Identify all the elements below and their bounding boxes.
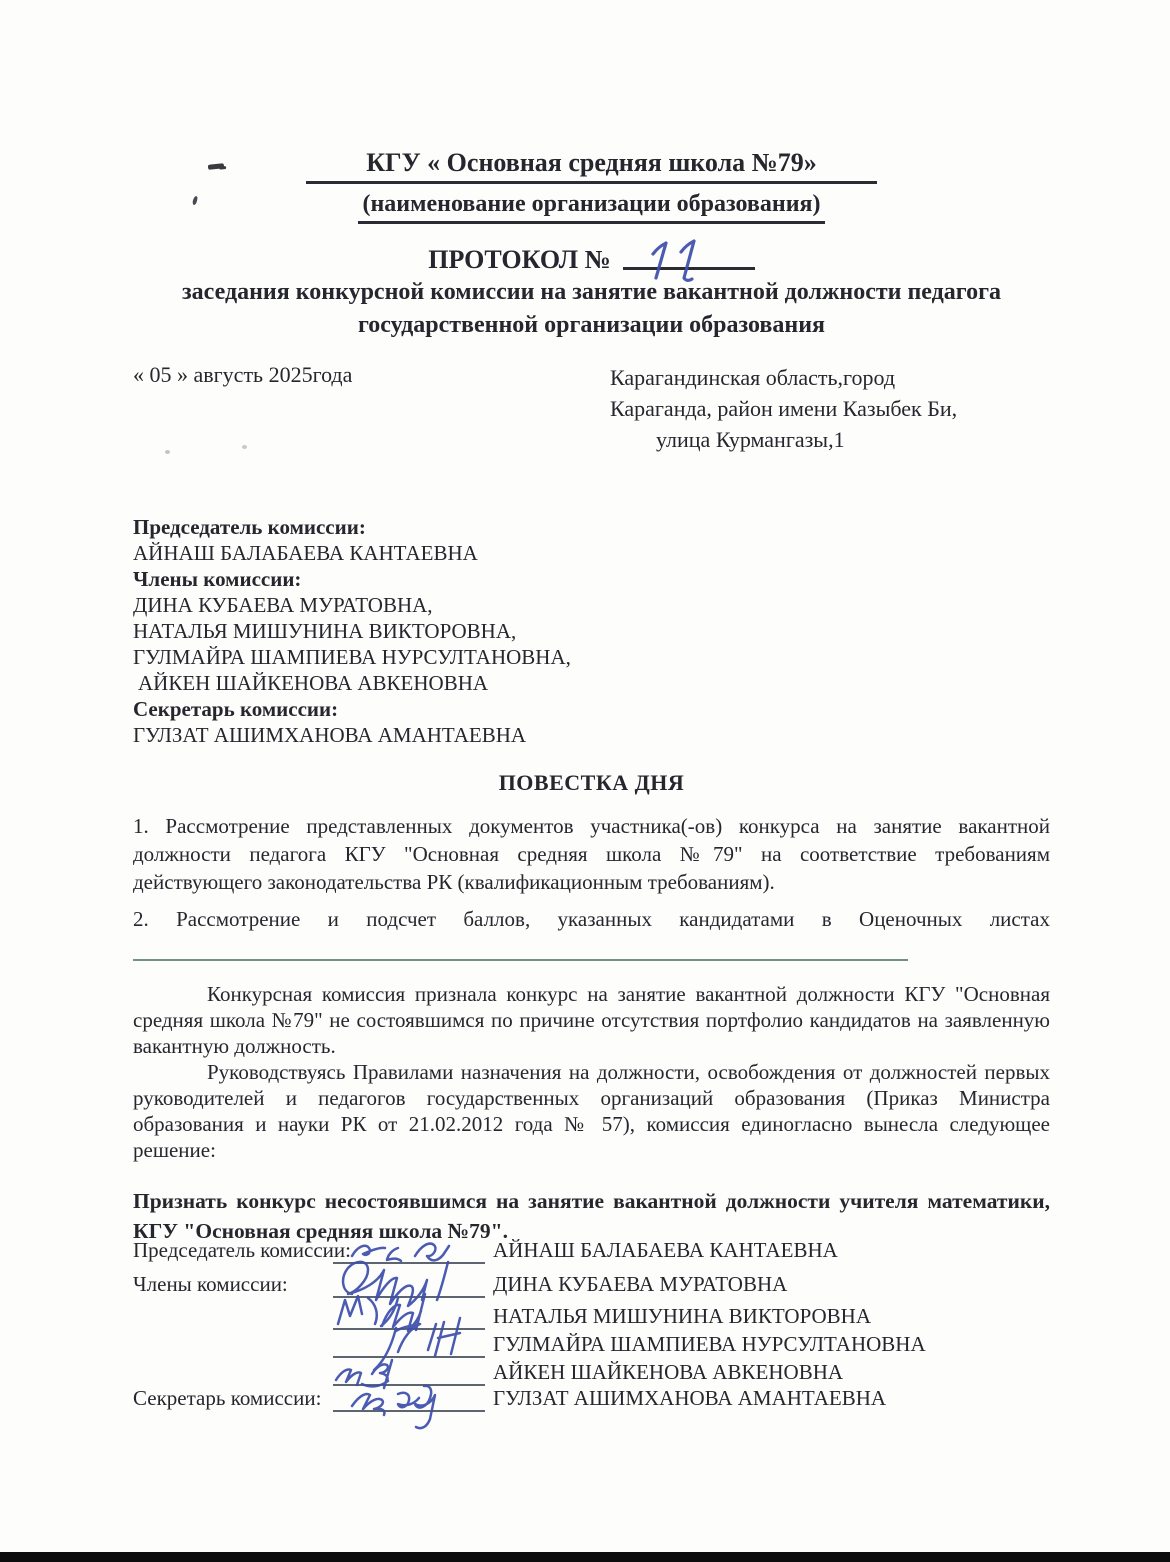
agenda-item-1: 1. Рассмотрение представленных документов участника(-ов) конкурса на занятие вакантной должности педагога КГУ "Основная средняя школа №79" на соответствие требованиям действующего законодательства РК (квалификационным требованиям). [133, 814, 1050, 894]
sig-line [333, 1360, 485, 1386]
signature-row [133, 1360, 1050, 1384]
sig-line [333, 1272, 485, 1298]
sig-label: Председатель комиссии: [133, 1238, 351, 1262]
resolution-paragraph-2: Руководствуясь Правилами назначения на должности, освобождения от должностей первых руководителей и педагогов государственных организаций образования (Приказ Министра образования и науки РК от 21.02.2012 года № 57), комиссия единогласно вынесла следующее решение: [133, 1060, 1050, 1162]
agenda-item-2: 2. Рассмотрение и подсчет баллов, указанных кандидатами в Оценочных листах [133, 907, 1050, 931]
signature-row [133, 1386, 1050, 1410]
subtitle-line-2: государственной организации образования [357, 312, 826, 338]
decision-paragraph: Признать конкурс несостоявшимся на занятие вакантной должности учителя математики, КГУ "Основная средняя школа №79". [133, 1189, 1050, 1243]
sig-label: Члены комиссии: [133, 1272, 288, 1296]
member-name: НАТАЛЬЯ МИШУНИНА ВИКТОРОВНА, [133, 619, 517, 643]
org-caption: (наименование организации образования) [358, 189, 824, 224]
agenda-heading: ПОВЕСТКА ДНЯ [498, 770, 685, 795]
resolution-paragraph-1: Конкурсная комиссия признала конкурс на занятие вакантной должности КГУ "Основная средняя школа №79" не состоявшимся по причине отсутствия портфолио кандидатов на заявленную вакантную должность. [133, 982, 1050, 1058]
protocol-label: ПРОТОКОЛ № [428, 245, 611, 274]
sig-label: Секретарь комиссии: [133, 1386, 322, 1410]
secretary-label: Секретарь комиссии: [133, 697, 339, 721]
sig-name: АЙКЕН ШАЙКЕНОВА АВКЕНОВНА [493, 1360, 844, 1384]
protocol-title-line [133, 243, 1050, 275]
sig-line [333, 1304, 485, 1330]
secretary-name: ГУЛЗАТ АШИМХАНОВА АМАНТАЕВНА [133, 723, 527, 747]
signature-row [133, 1272, 1050, 1296]
sig-name: НАТАЛЬЯ МИШУНИНА ВИКТОРОВНА [493, 1304, 872, 1328]
signature-row [133, 1304, 1050, 1328]
protocol-subtitle [133, 276, 1050, 342]
protocol-number-blank [623, 243, 755, 270]
chair-name: АЙНАШ БАЛАБАЕВА КАНТАЕВНА [133, 541, 478, 565]
resolution-block [133, 981, 1050, 1163]
org-name: КГУ « Основная средняя школа №79» [306, 148, 877, 184]
signature-row [133, 1238, 1050, 1262]
date-place-row [133, 362, 1050, 455]
org-caption-line [133, 189, 1050, 224]
section-divider [133, 959, 908, 961]
place-line-3: улица Курмангазы,1 [656, 427, 845, 452]
place-line-2: Караганда, район имени Казыбек Би, [610, 396, 958, 421]
sig-line [333, 1238, 485, 1264]
signature-block [133, 1238, 1050, 1418]
member-name: ДИНА КУБАЕВА МУРАТОВНА, [133, 593, 433, 617]
document-content [133, 0, 1050, 1562]
document-header [133, 148, 1050, 224]
org-name-line [133, 148, 1050, 184]
signature-row [133, 1332, 1050, 1356]
place-line-1: Карагандинская область,город [610, 365, 896, 390]
commission-list [133, 514, 1050, 748]
member-name: АЙКЕН ШАЙКЕНОВА АВКЕНОВНА [138, 671, 489, 695]
chair-label: Председатель комиссии: [133, 515, 366, 539]
sig-name: ДИНА КУБАЕВА МУРАТОВНА [493, 1272, 788, 1296]
sig-name: АЙНАШ БАЛАБАЕВА КАНТАЕВНА [493, 1238, 838, 1262]
sig-name: ГУЛМАЙРА ШАМПИЕВА НУРСУЛТАНОВНА [493, 1332, 926, 1356]
date-line: « 05 » августь 2025года [133, 362, 353, 387]
sig-line [333, 1386, 485, 1412]
subtitle-line-1: заседания конкурсной комиссии на занятие вакантной должности педагога [182, 279, 1001, 305]
scanner-edge-strip [0, 1552, 1170, 1562]
place-block [610, 362, 1050, 455]
sig-line [333, 1332, 485, 1358]
sig-name: ГУЛЗАТ АШИМХАНОВА АМАНТАЕВНА [493, 1386, 887, 1410]
members-label: Члены комиссии: [133, 567, 302, 591]
member-name: ГУЛМАЙРА ШАМПИЕВА НУРСУЛТАНОВНА, [133, 645, 571, 669]
